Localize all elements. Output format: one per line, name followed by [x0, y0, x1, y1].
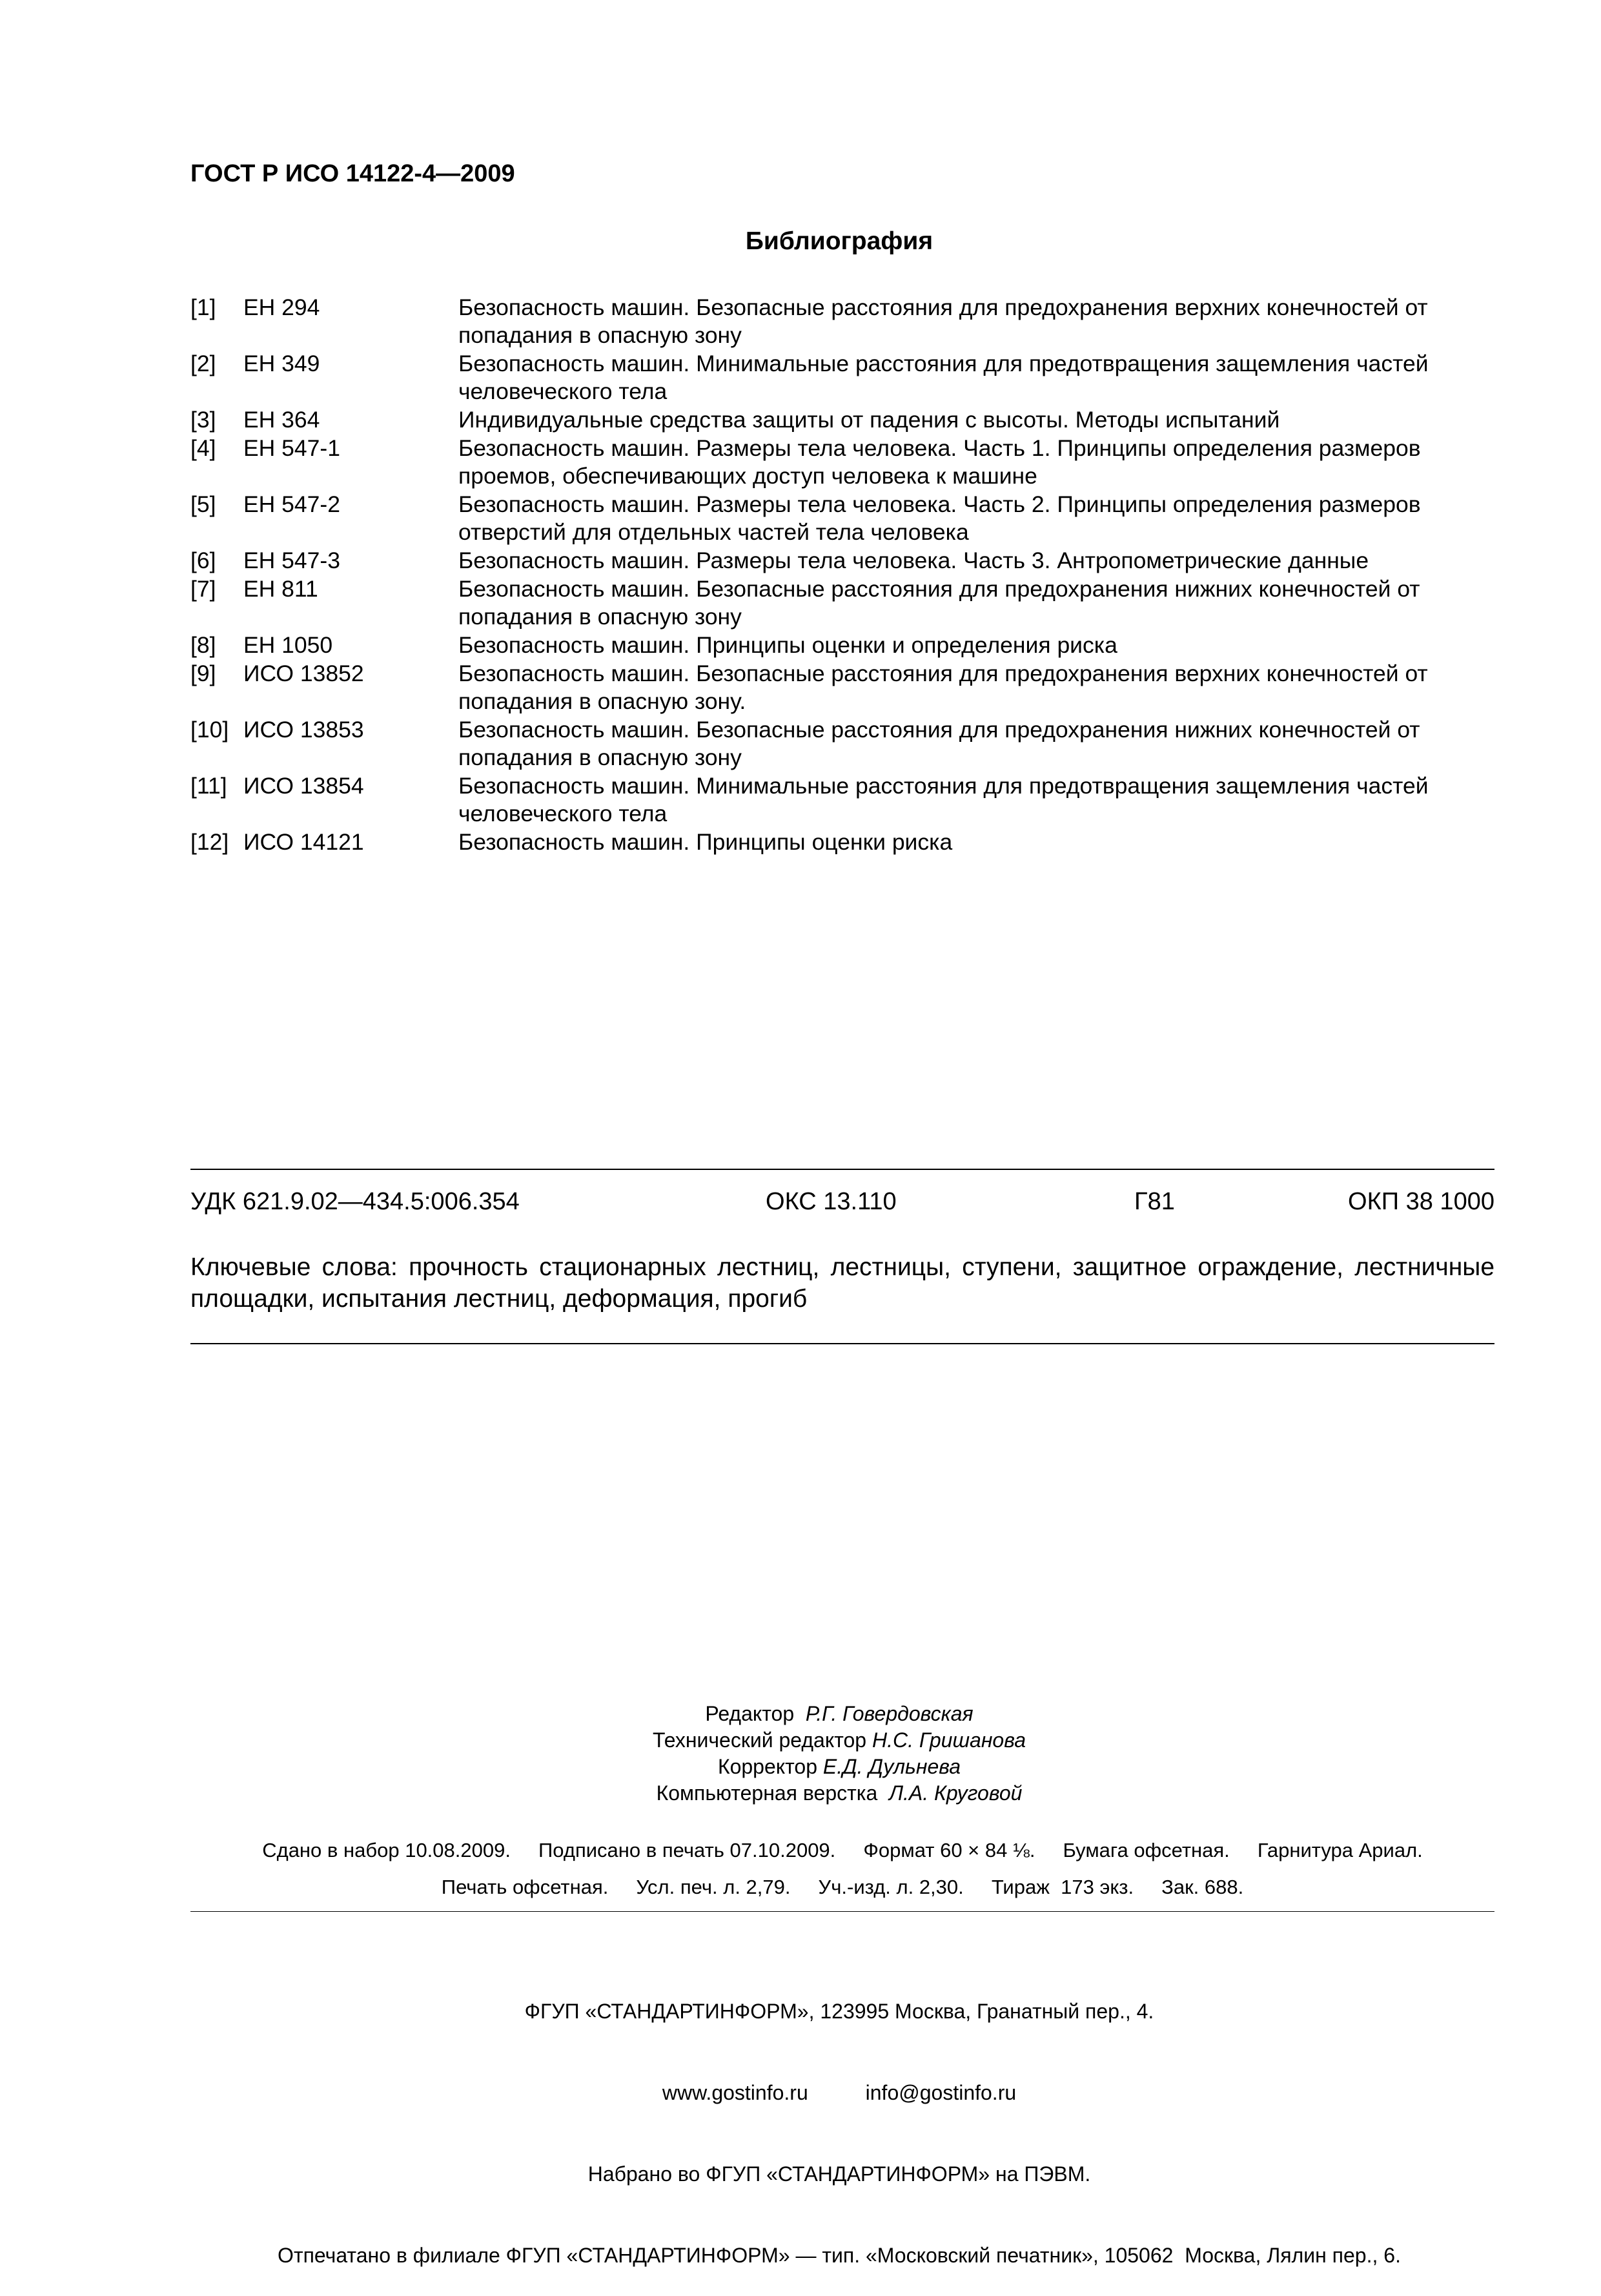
corrector-line — [0, 1754, 1601, 1780]
entry-number: [2] — [190, 351, 216, 376]
editor-line — [0, 1701, 1601, 1727]
publisher-typeset: Набрано во ФГУП «СТАНДАРТИНФОРМ» на ПЭВМ. — [587, 2162, 1091, 2186]
entry-title: Безопасность машин. Минимальные расстояния для предотвращения защемления частей человеческого тела — [458, 351, 1429, 404]
bibliography-title: Библиография — [745, 227, 933, 255]
entry-code: ИСО 13853 — [243, 717, 364, 743]
entry-code: ЕН 547-2 — [243, 491, 340, 517]
entry-code: ЕН 547-3 — [243, 548, 340, 573]
g-code: Г81 — [1134, 1188, 1175, 1215]
entry-title: Безопасность машин. Безопасные расстояния для предохранения нижних конечностей от попадания в опасную зону — [458, 717, 1420, 770]
bibliography-entry — [190, 716, 1494, 772]
entry-number: [10] — [190, 717, 229, 743]
bibliography-entry — [190, 828, 1494, 856]
publisher-printed: Отпечатано в филиале ФГУП «СТАНДАРТИНФОРМ» — тип. «Московский печатник», 105062 Москва, Лялин пер., 6. — [278, 2244, 1401, 2267]
entry-code: ИСО 13854 — [243, 773, 364, 799]
entry-title: Безопасность машин. Минимальные расстояния для предотвращения защемления частей человеческого тела — [458, 773, 1429, 826]
entry-code: ЕН 294 — [243, 294, 320, 320]
entry-title: Индивидуальные средства защиты от падения с высоты. Методы испытаний — [458, 407, 1280, 433]
keywords-label: Ключевые слова: — [190, 1253, 398, 1281]
publisher-contacts: www.gostinfo.ru info@gostinfo.ru — [662, 2081, 1017, 2104]
entry-code: ЕН 364 — [243, 407, 320, 433]
layout-label: Компьютерная верстка — [656, 1781, 878, 1805]
corrector-label: Корректор — [717, 1755, 818, 1778]
entry-number: [1] — [190, 294, 216, 320]
bibliography-entry — [190, 294, 1494, 349]
okp-code: ОКП 38 1000 — [1348, 1188, 1494, 1215]
bibliography-entry — [190, 406, 1494, 434]
entry-code: ЕН 547-1 — [243, 435, 340, 461]
credits-block — [0, 1701, 1601, 1807]
bibliography-entry — [190, 575, 1494, 631]
bibliography-list — [190, 294, 1494, 857]
document-code: ГОСТ Р ИСО 14122-4—2009 — [190, 160, 515, 187]
entry-number: [8] — [190, 632, 216, 658]
udk-code: УДК 621.9.02—434.5:006.354 — [190, 1188, 520, 1215]
entry-number: [5] — [190, 491, 216, 517]
publisher-address: ФГУП «СТАНДАРТИНФОРМ», 123995 Москва, Гранатный пер., 4. — [524, 2000, 1154, 2023]
bibliography-entry — [190, 435, 1494, 490]
entry-number: [3] — [190, 407, 216, 433]
editor-label: Редактор — [705, 1702, 795, 1725]
corrector-name: Е.Д. Дульнева — [822, 1755, 961, 1778]
entry-title: Безопасность машин. Безопасные расстояния для предохранения верхних конечностей от попадания в опасную зону. — [458, 661, 1428, 714]
entry-title: Безопасность машин. Безопасные расстояния для предохранения верхних конечностей от попадания в опасную зону — [458, 294, 1428, 348]
entry-title: Безопасность машин. Размеры тела человека. Часть 1. Принципы определения размеров проемов, обеспечивающих доступ человека к машине — [458, 435, 1421, 489]
entry-code: ИСО 13852 — [243, 661, 364, 686]
divider-top — [190, 1169, 1494, 1170]
divider-publisher — [190, 1911, 1494, 1912]
tech-editor-line — [0, 1727, 1601, 1754]
bibliography-entry — [190, 772, 1494, 828]
oks-code: ОКС 13.110 — [766, 1188, 897, 1215]
entry-number: [7] — [190, 576, 216, 602]
bibliography-entry — [190, 350, 1494, 405]
keywords — [190, 1251, 1494, 1315]
tech-editor-name: Н.С. Гришанова — [872, 1728, 1026, 1752]
keywords-text: прочность стационарных лестниц, лестницы, ступени, защитное ограждение, лестничные площадки, испытания лестниц, деформация, прогиб — [190, 1253, 1495, 1313]
bibliography-entry — [190, 491, 1494, 546]
entry-code: ЕН 811 — [243, 576, 318, 602]
tech-editor-label: Технический редактор — [652, 1728, 867, 1752]
entry-number: [11] — [190, 773, 227, 799]
publisher-block — [0, 1943, 1601, 2296]
entry-code: ЕН 1050 — [243, 632, 333, 658]
entry-title: Безопасность машин. Принципы оценки риска — [458, 829, 953, 855]
entry-number: [6] — [190, 548, 216, 573]
divider-keywords — [190, 1343, 1494, 1344]
entry-title: Безопасность машин. Размеры тела человека. Часть 2. Принципы определения размеров отверстий для отдельных частей тела человека — [458, 491, 1421, 545]
classification-row — [190, 1188, 1494, 1216]
print-info-line-2: Печать офсетная. Усл. печ. л. 2,79. Уч.-изд. л. 2,30. Тираж 173 экз. Зак. 688. — [441, 1876, 1244, 1898]
bibliography-entry — [190, 547, 1494, 575]
entry-number: [12] — [190, 829, 229, 855]
layout-name: Л.А. Круговой — [889, 1781, 1023, 1805]
editor-name: Р.Г. Говердовская — [805, 1702, 974, 1725]
entry-title: Безопасность машин. Принципы оценки и определения риска — [458, 632, 1117, 658]
entry-title: Безопасность машин. Безопасные расстояния для предохранения нижних конечностей от попадания в опасную зону — [458, 576, 1420, 630]
layout-line — [0, 1780, 1601, 1807]
entry-number: [4] — [190, 435, 216, 461]
print-info-line-1: Сдано в набор 10.08.2009. Подписано в печать 07.10.2009. Формат 60 × 84 ⅛. Бумага офсетная. Гарнитура Ариал. — [262, 1839, 1423, 1861]
bibliography-entry — [190, 660, 1494, 715]
entry-number: [9] — [190, 661, 216, 686]
entry-code: ИСО 14121 — [243, 829, 364, 855]
entry-code: ЕН 349 — [243, 351, 320, 376]
bibliography-entry — [190, 631, 1494, 659]
entry-title: Безопасность машин. Размеры тела человека. Часть 3. Антропометрические данные — [458, 548, 1369, 573]
